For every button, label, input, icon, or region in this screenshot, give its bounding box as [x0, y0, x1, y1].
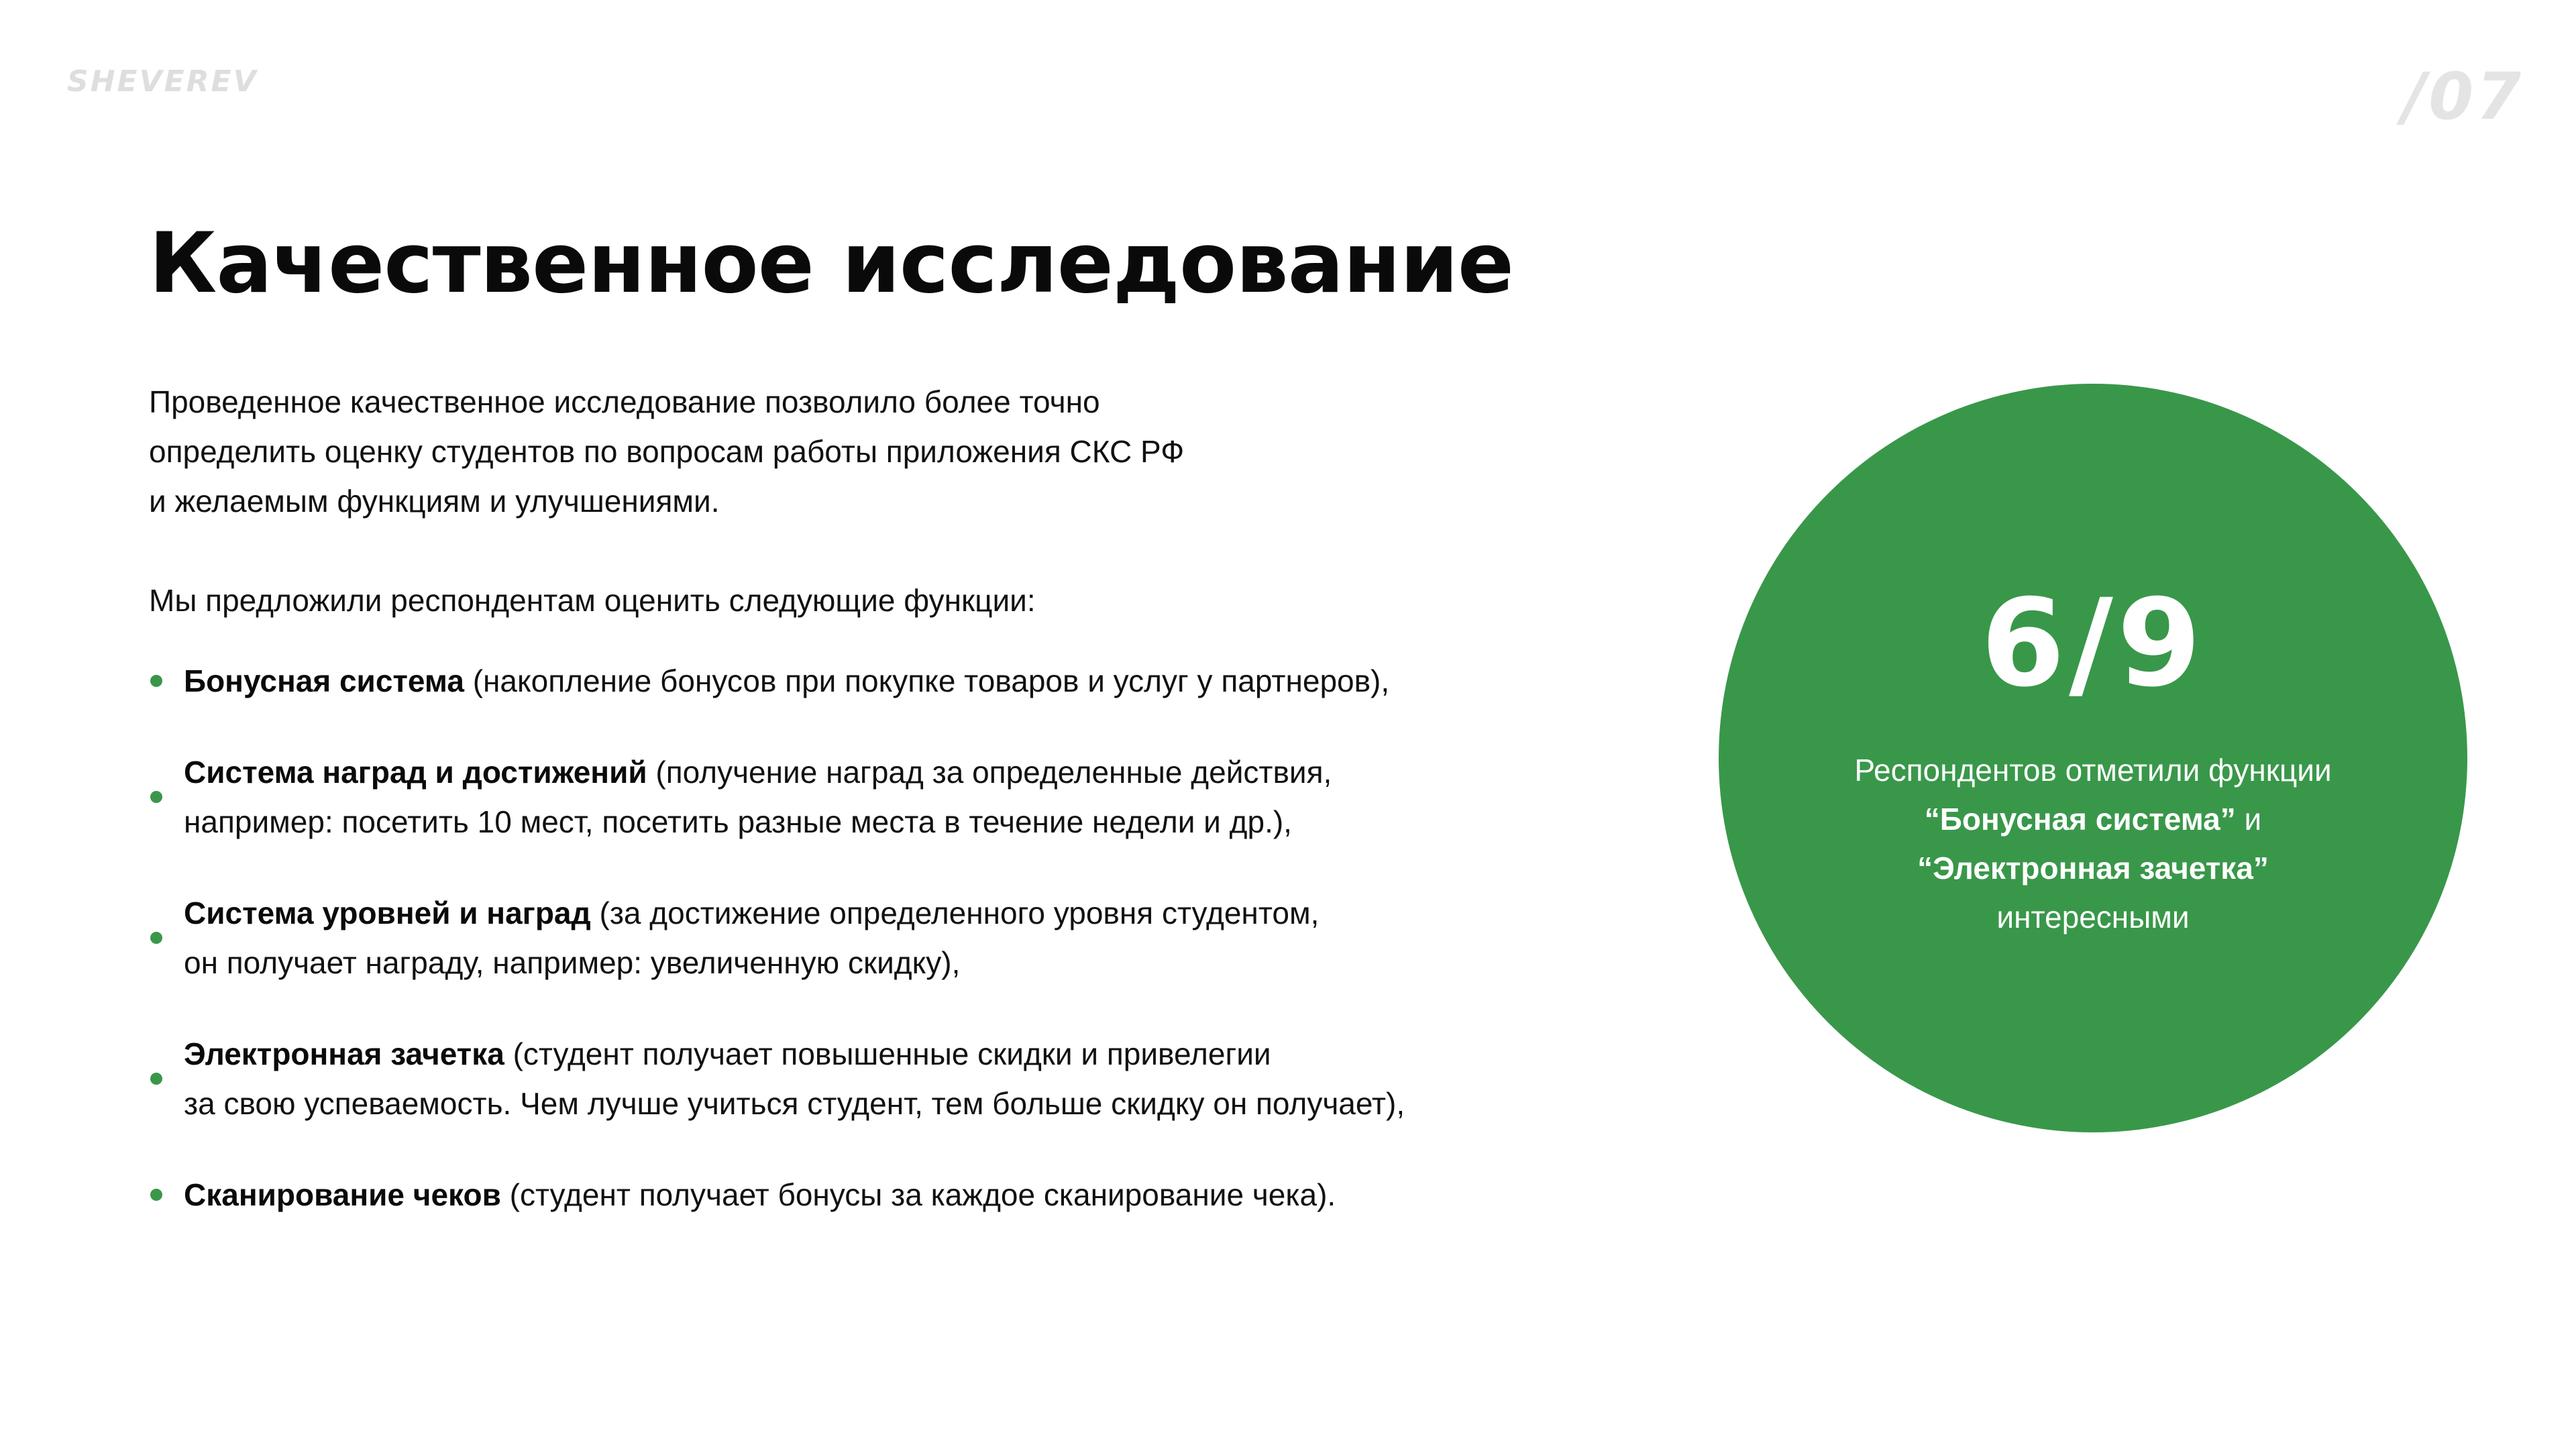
feature-description: (студент получает бонусы за каждое сканирование чека).: [509, 1177, 1336, 1212]
bullet-dot-icon: [150, 932, 162, 944]
feature-name: Электронная зачетка: [184, 1036, 504, 1071]
stat-caption: [1853, 746, 2333, 942]
intro-line: Проведенное качественное исследование позволило более точно: [149, 384, 1100, 419]
intro-paragraph: [149, 377, 1370, 526]
stat-caption-text: Респондентов отметили функции: [1854, 753, 2332, 788]
bullet-dot-icon: [150, 1189, 162, 1201]
feature-name: Сканирование чеков: [184, 1177, 501, 1212]
feature-description: (за достижение определенного уровня студентом,: [599, 896, 1320, 930]
feature-name: Система наград и достижений: [184, 755, 647, 790]
list-item: [149, 656, 1591, 706]
brand-logo: SHEVEREV: [67, 64, 258, 99]
stat-caption-text: интересными: [1996, 900, 2190, 934]
intro-line: определить оценку студентов по вопросам работы приложения СКС РФ: [149, 434, 1185, 469]
stat-highlight: “Электронная зачетка”: [1917, 851, 2269, 885]
feature-description: он получает награду, например: увеличенную скидку),: [184, 945, 961, 980]
bullet-dot-icon: [150, 1073, 162, 1085]
list-item: [149, 1029, 1591, 1128]
stat-connector: и: [2244, 802, 2262, 837]
feature-description: например: посетить 10 мест, посетить разные места в течение недели и др.),: [184, 804, 1292, 839]
bullet-dot-icon: [150, 791, 162, 803]
intro-lead: Мы предложили респондентам оценить следующие функции:: [149, 583, 1036, 618]
feature-description: (получение наград за определенные действия,: [655, 755, 1332, 790]
intro-text: [149, 377, 1370, 625]
feature-name: Бонусная система: [184, 663, 464, 698]
page-title: Качественное исследование: [149, 215, 1513, 312]
list-item: [149, 747, 1591, 847]
intro-line: и желаемым функциям и улучшениями.: [149, 484, 720, 519]
list-item: [149, 888, 1591, 987]
feature-description: за свою успеваемость. Чем лучше учиться студент, тем больше скидку он получает),: [184, 1086, 1405, 1121]
feature-name: Система уровней и наград: [184, 896, 591, 930]
feature-description: (студент получает повышенные скидки и привелегии: [513, 1036, 1271, 1071]
stat-highlight: “Бонусная система”: [1924, 802, 2236, 837]
features-list: [149, 656, 1591, 1261]
stat-value: 6/9: [1980, 574, 2206, 714]
stat-circle: [1719, 384, 2467, 1132]
feature-description: (накопление бонусов при покупке товаров и услуг у партнеров),: [472, 663, 1390, 698]
list-item: [149, 1170, 1591, 1220]
page-number: /07: [2402, 59, 2524, 134]
bullet-dot-icon: [150, 675, 162, 687]
